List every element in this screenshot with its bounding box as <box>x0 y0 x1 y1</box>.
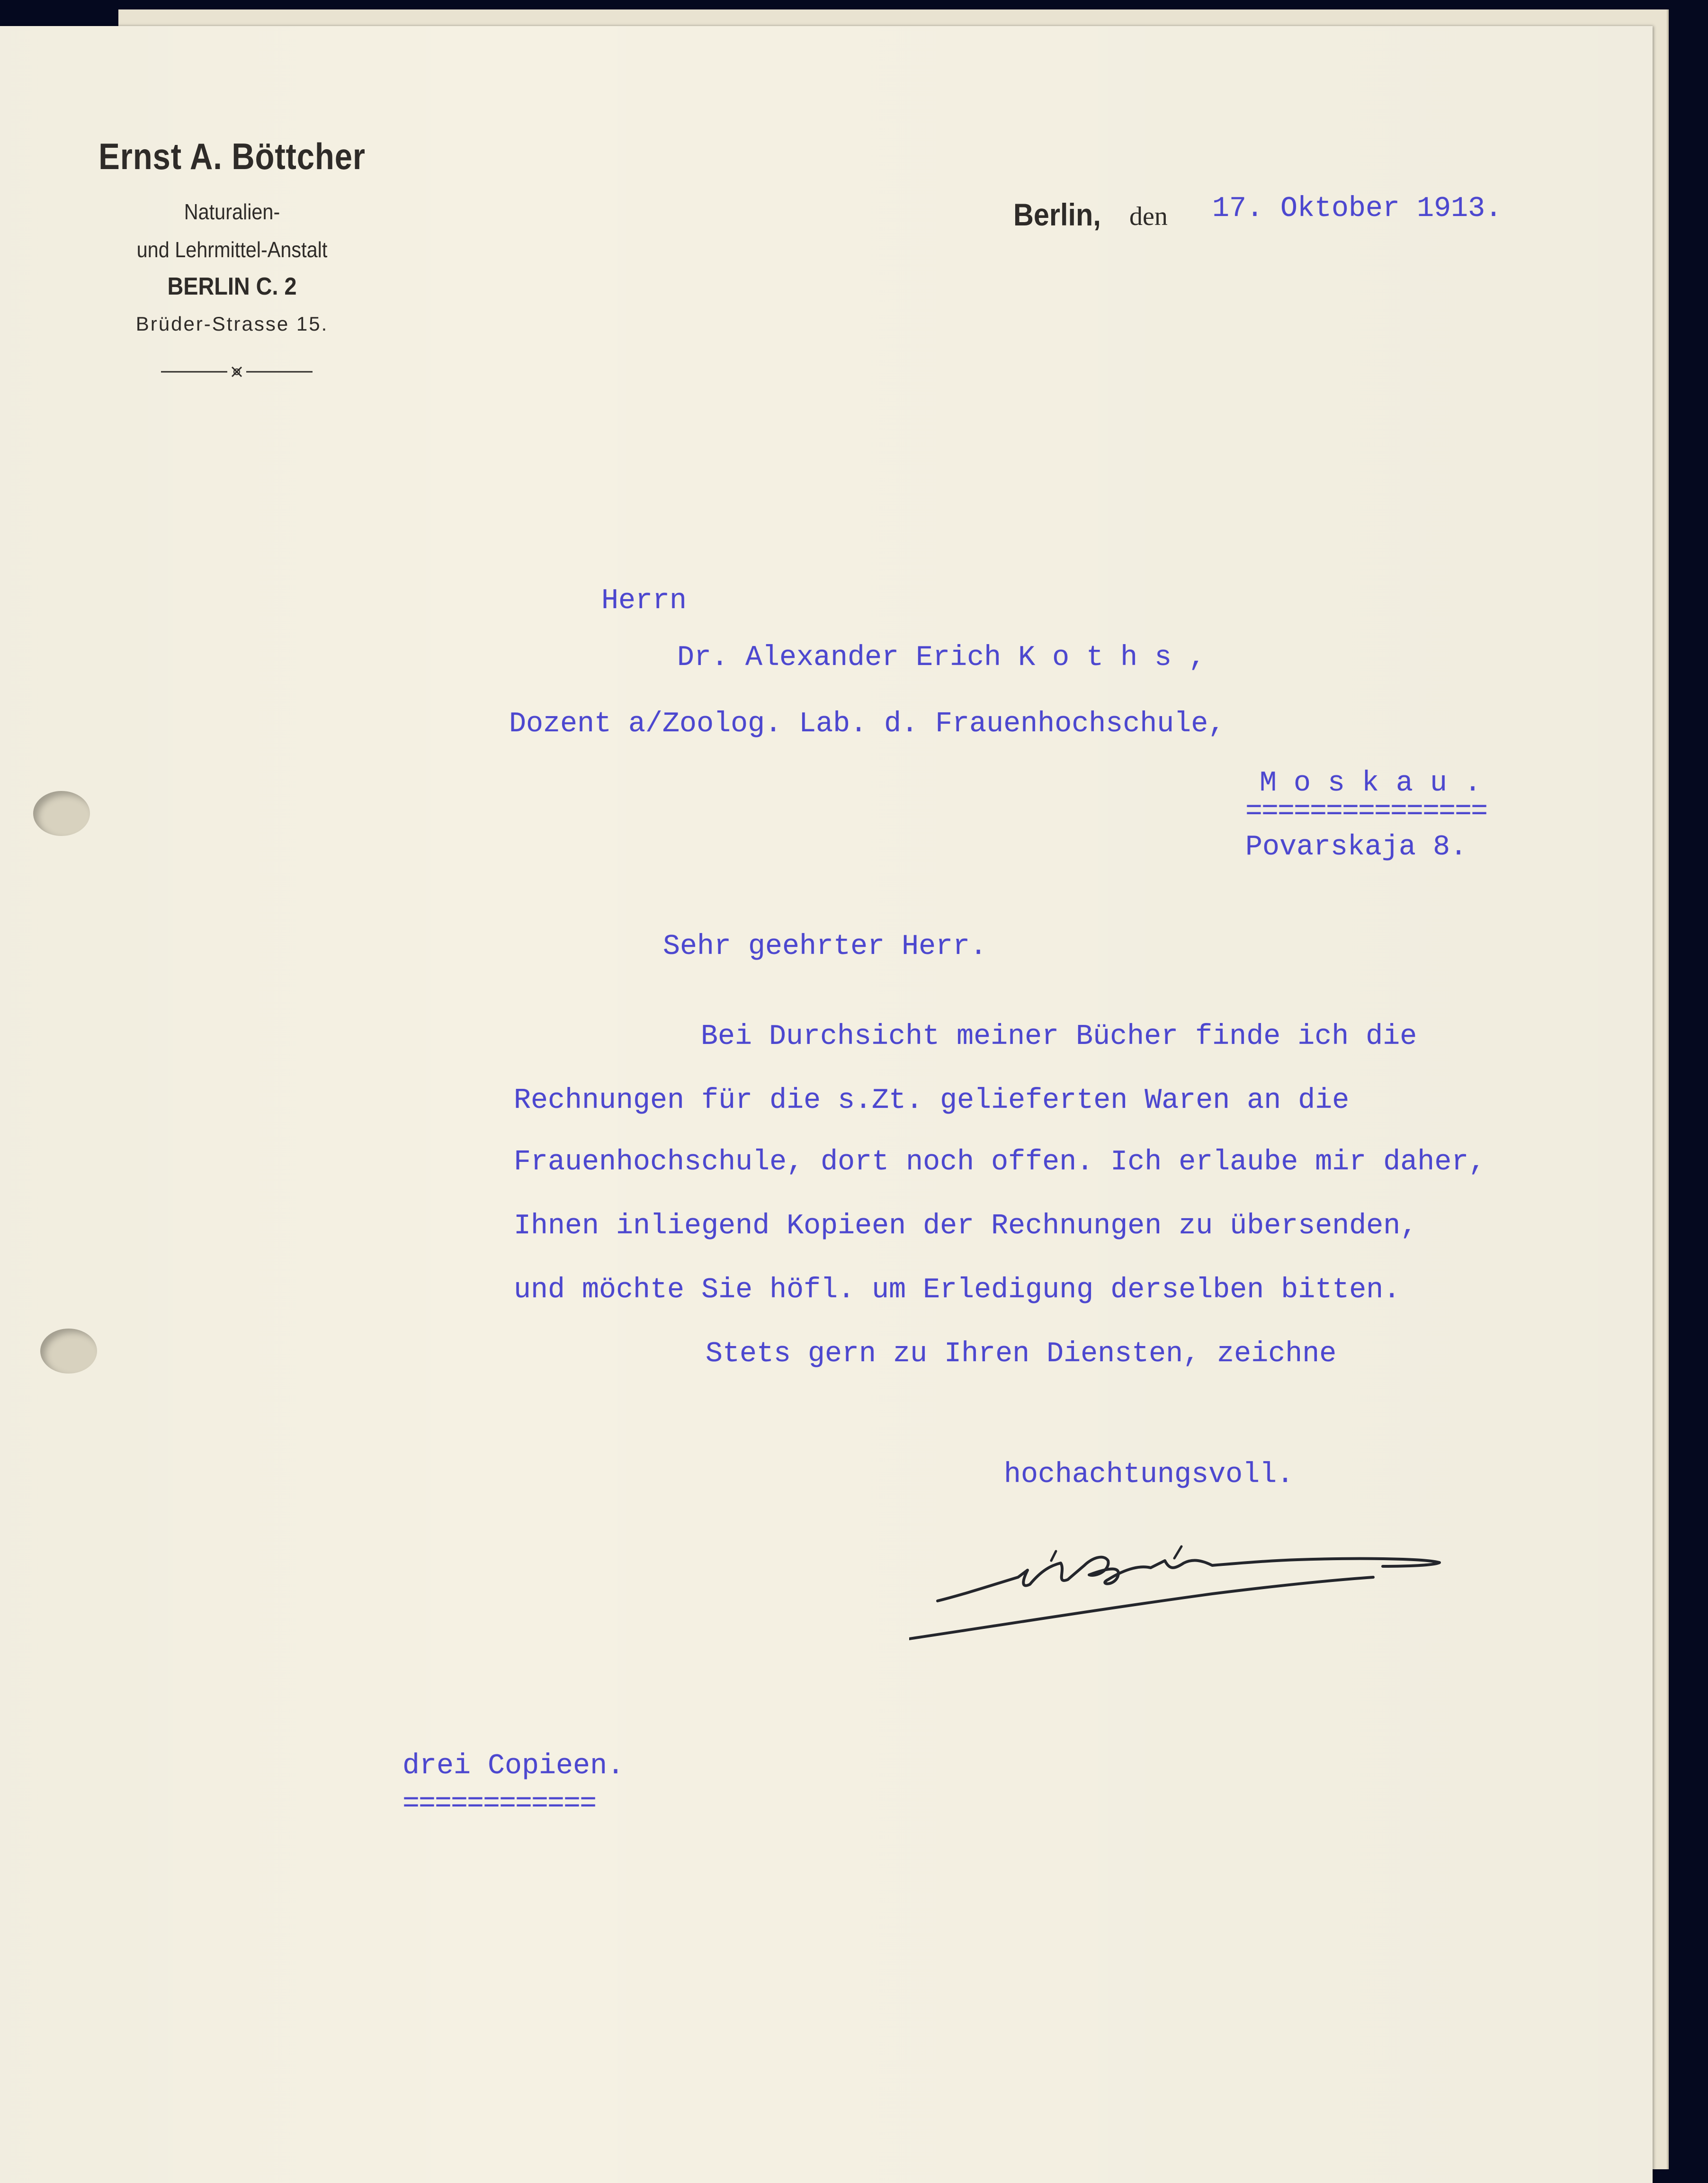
ornament-divider-icon <box>161 365 313 379</box>
recipient-salutation: Herrn <box>601 585 687 617</box>
body-line: Ihnen inliegend Kopieen der Rechnungen zu übersenden, <box>514 1210 1418 1242</box>
recipient-position: Dozent a/Zoolog. Lab. d. Frauenhochschule, <box>509 708 1225 740</box>
enclosure-note: drei Copieen. <box>402 1750 625 1782</box>
letter-date: 17. Oktober 1913. <box>1212 193 1502 225</box>
recipient-street: Povarskaja 8. <box>1245 831 1467 863</box>
handwritten-signature <box>909 1513 1496 1646</box>
greeting: Sehr geehrter Herr. <box>663 931 987 963</box>
letterhead-city: BERLIN C. 2 <box>167 273 297 300</box>
letter-paper <box>0 26 1653 2183</box>
punch-hole <box>33 791 90 836</box>
letterhead-line: Naturalien- <box>184 199 280 224</box>
valediction: hochachtungsvoll. <box>1004 1459 1294 1491</box>
body-line: und möchte Sie höfl. um Erledigung derselben bitten. <box>514 1274 1401 1306</box>
date-city: Berlin, <box>1013 197 1101 232</box>
closing-line: Stets gern zu Ihren Diensten, zeichne <box>706 1338 1337 1370</box>
body-line: Frauenhochschule, dort noch offen. Ich erlaube mir daher, <box>514 1146 1486 1178</box>
punch-hole <box>40 1329 97 1374</box>
body-line: Bei Durchsicht meiner Bücher finde ich die <box>701 1021 1417 1053</box>
enclosure-underline: ============ <box>402 1788 596 1820</box>
letterhead-line: und Lehrmittel-Anstalt <box>136 237 328 262</box>
letterhead-company: Ernst A. Böttcher <box>98 135 366 177</box>
recipient-city: M o s k a u . <box>1260 767 1482 800</box>
recipient-name: Dr. Alexander Erich K o t h s , <box>677 642 1206 674</box>
city-underline: =============== <box>1245 796 1487 828</box>
date-den: den <box>1129 202 1168 231</box>
letterhead-address: Brüder-Strasse 15. <box>135 313 329 335</box>
body-line: Rechnungen für die s.Zt. gelieferten Waren an die <box>514 1085 1350 1117</box>
